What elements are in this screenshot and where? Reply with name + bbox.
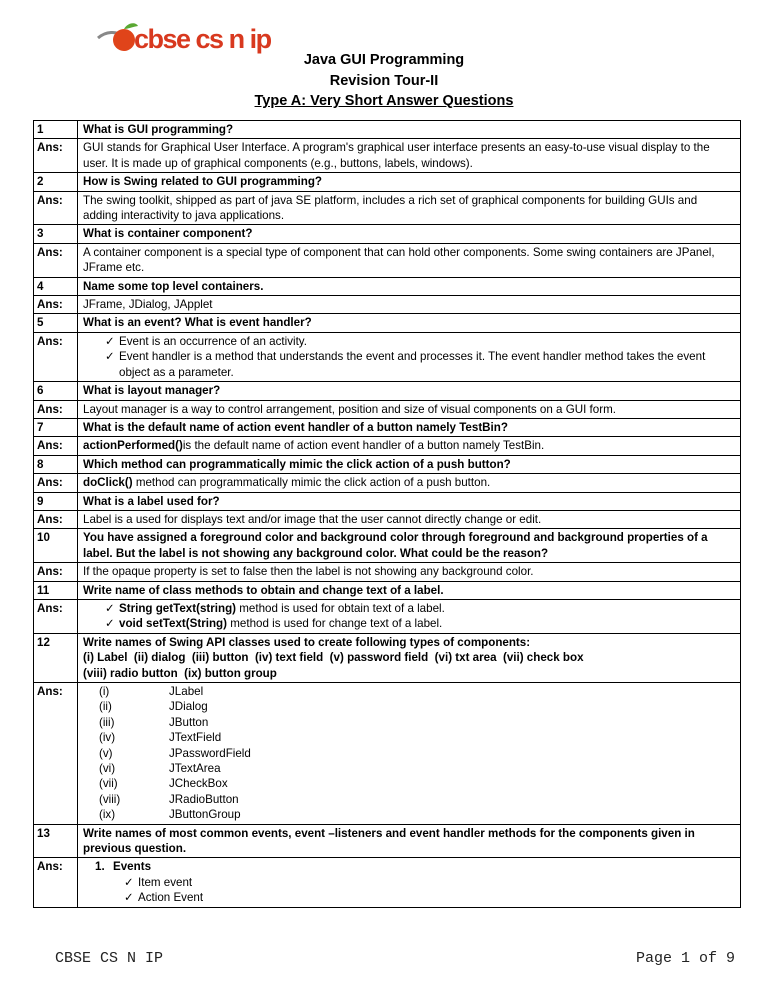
- answer-cell: [78, 474, 740, 491]
- qa-table: [33, 120, 741, 908]
- class-name: JButton: [169, 715, 209, 729]
- roman-numeral: (v): [99, 746, 113, 760]
- question-text: Which method can programmatically mimic the click action of a push button?: [83, 457, 511, 471]
- list-item: [83, 776, 735, 791]
- list-item: [83, 761, 735, 776]
- list-item: [83, 715, 735, 730]
- section-heading: Type A: Very Short Answer Questions: [254, 93, 514, 109]
- question-text: [78, 634, 740, 682]
- question-number: 9: [34, 493, 78, 510]
- cbse-cs-n-ip-logo: [96, 18, 272, 54]
- answer-row-12: [34, 682, 740, 824]
- answer-row-2: [34, 191, 740, 225]
- answer-label: Ans:: [34, 401, 78, 418]
- checkmark-icon: ✓: [105, 334, 115, 348]
- answer-text: Event is an occurrence of an activity.: [119, 334, 307, 348]
- answer-cell: [78, 437, 740, 454]
- answer-row-10: [34, 562, 740, 580]
- list-item: [83, 699, 735, 714]
- question-text: You have assigned a foreground color and background color through foreground and background properties of a label. But the label is not showing any background color. What could be the reason?: [83, 531, 708, 560]
- question-row-13: [34, 824, 740, 858]
- answer-label: Ans:: [34, 333, 78, 381]
- list-item: [83, 807, 735, 822]
- class-name: JPasswordField: [169, 746, 251, 760]
- question-number: 7: [34, 419, 78, 436]
- checklist-item: [83, 890, 735, 905]
- answer-text: method can programmatically mimic the click action of a push button.: [132, 476, 491, 490]
- list-item: [83, 684, 735, 699]
- checkmark-icon: ✓: [124, 891, 134, 905]
- question-line: (viii) radio button (ix) button group: [83, 666, 277, 680]
- document-header: [0, 50, 768, 112]
- answer-cell: [78, 600, 740, 633]
- answer-cell: [78, 333, 740, 381]
- answer-label: Ans:: [34, 296, 78, 313]
- question-row-6: [34, 381, 740, 399]
- list-item: [83, 746, 735, 761]
- question-row-9: [34, 492, 740, 510]
- roman-numeral: (vi): [99, 762, 116, 776]
- method-name: actionPerformed(): [83, 439, 183, 453]
- logo-text: cbse cs n ip: [134, 24, 271, 54]
- answer-text: method is used for change text of a label.: [227, 617, 443, 631]
- answer-row-13: [34, 857, 740, 906]
- question-number: 10: [34, 529, 78, 562]
- question-number: 5: [34, 314, 78, 331]
- answer-label: Ans:: [34, 563, 78, 580]
- roman-numeral: (ii): [99, 700, 112, 714]
- answer-label: Ans:: [34, 244, 78, 277]
- question-text: Name some top level containers.: [83, 279, 264, 293]
- roman-numeral: (i): [99, 685, 110, 698]
- class-name: JRadioButton: [169, 792, 239, 806]
- answer-row-11: [34, 599, 740, 633]
- answer-text: GUI stands for Graphical User Interface. A program's graphical user interface presents an easy-to-use visual display to the user. It is made up of graphical components (e.g., buttons, labels, windows).: [83, 141, 710, 170]
- question-number: 6: [34, 382, 78, 399]
- document-subtitle: Revision Tour-II: [329, 72, 439, 89]
- answer-text: A container component is a special type of component that can hold other components. Some swing containers are JPanel, JFrame etc.: [83, 245, 715, 275]
- answer-label: Ans:: [34, 858, 78, 906]
- class-name: JCheckBox: [169, 777, 228, 791]
- answer-row-5: [34, 332, 740, 381]
- answer-row-8: [34, 473, 740, 491]
- question-row-3: [34, 224, 740, 242]
- page-number: Page 1 of 9: [635, 950, 735, 967]
- checklist-item: [83, 875, 735, 890]
- answer-text: Item event: [138, 875, 193, 889]
- answer-label: Ans:: [34, 139, 78, 172]
- question-text: What is the default name of action event handler of a button namely TestBin?: [83, 420, 508, 434]
- question-row-11: [34, 581, 740, 599]
- checkmark-icon: ✓: [105, 601, 115, 615]
- sub-heading: [83, 859, 735, 874]
- method-name: String getText(string): [119, 601, 237, 615]
- question-row-8: [34, 455, 740, 473]
- answer-label: Ans:: [34, 511, 78, 528]
- footer-source: CBSE CS N IP: [55, 950, 164, 967]
- question-row-12: [34, 633, 740, 682]
- question-number: 13: [34, 825, 78, 858]
- roman-numeral: (viii): [99, 792, 121, 806]
- sub-title: Events: [113, 860, 152, 874]
- question-row-5: [34, 313, 740, 331]
- question-number: 8: [34, 456, 78, 473]
- question-number: 3: [34, 225, 78, 242]
- sub-number: 1.: [95, 860, 105, 874]
- answer-row-9: [34, 510, 740, 528]
- answer-text: Action Event: [138, 891, 204, 905]
- question-text: Write names of most common events, event –listeners and event handler methods for the components given in previous question.: [83, 826, 695, 856]
- method-name: void setText(String): [119, 617, 228, 631]
- answer-row-4: [34, 295, 740, 313]
- class-name: JDialog: [169, 700, 208, 714]
- answer-text: method is used for obtain text of a label.: [236, 601, 445, 615]
- checklist-item: [83, 334, 735, 349]
- question-row-2: [34, 172, 740, 190]
- document-title: Java GUI Programming: [303, 52, 465, 68]
- checklist-item: [83, 349, 735, 380]
- question-number: 4: [34, 278, 78, 295]
- answer-text: Layout manager is a way to control arrangement, position and size of visual components on a GUI form.: [83, 402, 616, 416]
- list-item: [83, 792, 735, 807]
- question-text: How is Swing related to GUI programming?: [83, 175, 322, 189]
- answer-row-7: [34, 436, 740, 454]
- answer-text: Event handler is a method that understands the event and processes it. The event handler method takes the event object as a parameter.: [119, 350, 706, 379]
- answer-text: If the opaque property is set to false then the label is not showing any background color.: [83, 565, 534, 579]
- answer-label: Ans:: [34, 600, 78, 633]
- question-number: 12: [34, 634, 78, 682]
- question-text: What is a label used for?: [83, 494, 220, 508]
- checklist-item: [83, 616, 735, 631]
- logo-apple-icon: [113, 29, 135, 51]
- question-line: (i) Label (ii) dialog (iii) button (iv) text field (v) password field (vi) txt area (vii) check box: [83, 651, 584, 665]
- class-name: JButtonGroup: [169, 808, 241, 822]
- checkmark-icon: ✓: [124, 875, 134, 889]
- answer-label: Ans:: [34, 437, 78, 454]
- answer-row-6: [34, 400, 740, 418]
- answer-label: Ans:: [34, 474, 78, 491]
- question-text: What is layout manager?: [83, 384, 221, 398]
- class-name: JTextArea: [169, 762, 221, 776]
- question-row-1: [34, 121, 740, 138]
- question-text: Write name of class methods to obtain and change text of a label.: [83, 583, 444, 597]
- checkmark-icon: ✓: [105, 617, 115, 631]
- answer-label: Ans:: [34, 683, 78, 824]
- list-item: [83, 730, 735, 745]
- roman-numeral: (iii): [99, 715, 115, 729]
- roman-numeral: (ix): [99, 808, 116, 822]
- roman-numeral: (vii): [99, 777, 118, 791]
- class-name: JLabel: [169, 685, 204, 698]
- question-row-7: [34, 418, 740, 436]
- method-name: doClick(): [83, 476, 133, 490]
- question-text: What is container component?: [83, 227, 253, 241]
- answer-row-1: [34, 138, 740, 172]
- question-row-4: [34, 277, 740, 295]
- checkmark-icon: ✓: [105, 350, 115, 364]
- question-number: 11: [34, 582, 78, 599]
- answer-text: Label is a used for displays text and/or image that the user cannot directly change or edit.: [83, 512, 542, 526]
- question-row-10: [34, 528, 740, 562]
- roman-numeral: (iv): [99, 731, 116, 745]
- question-line: Write names of Swing API classes used to create following types of components:: [83, 635, 531, 649]
- class-name: JTextField: [169, 731, 222, 745]
- checklist-item: [83, 601, 735, 616]
- answer-cell: [78, 858, 740, 906]
- answer-list: [78, 683, 740, 824]
- question-text: What is GUI programming?: [83, 123, 234, 136]
- question-number: 1: [34, 121, 78, 138]
- answer-text: The swing toolkit, shipped as part of java SE platform, includes a rich set of graphical components for building GUIs and adding interactivity to java applications.: [83, 193, 698, 223]
- question-text: What is an event? What is event handler?: [83, 316, 312, 330]
- answer-label: Ans:: [34, 192, 78, 225]
- question-number: 2: [34, 173, 78, 190]
- answer-text: is the default name of action event handler of a button namely TestBin.: [182, 439, 545, 453]
- answer-row-3: [34, 243, 740, 277]
- answer-text: JFrame, JDialog, JApplet: [83, 298, 213, 312]
